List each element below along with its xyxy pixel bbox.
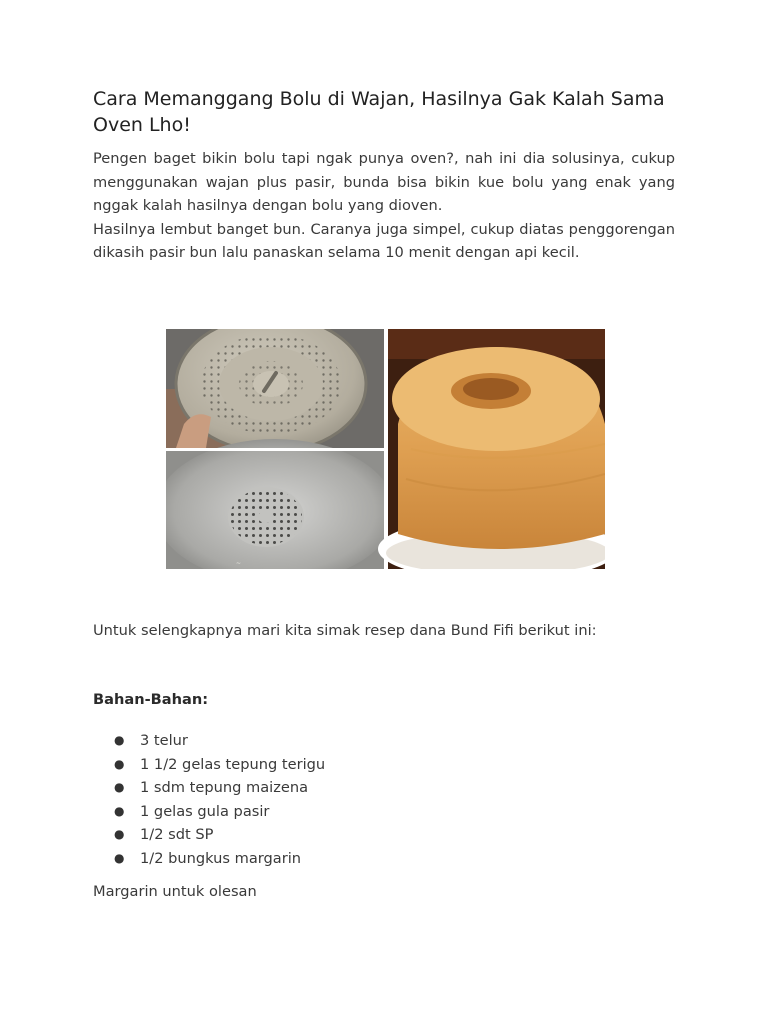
article-title: Cara Memanggang Bolu di Wajan, Hasilnya Gak Kalah Sama Oven Lho! bbox=[93, 88, 665, 136]
intro-paragraph: Pengen baget bikin bolu tapi ngak punya oven?, nah ini dia solusinya, cukup menggunakan wajan plus pasir, bunda bisa bikin kue bolu yang enak yang nggak kalah hasilnya dengan bolu yang dioven. bbox=[93, 150, 675, 214]
ingredient-item bbox=[93, 847, 325, 871]
cake-photo bbox=[378, 329, 605, 569]
ingredient-label: 1 sdm tepung maizena bbox=[140, 779, 309, 796]
ingredient-item bbox=[93, 729, 325, 753]
bullet-icon: ● bbox=[114, 803, 125, 818]
bullet-icon: ● bbox=[114, 827, 125, 841]
ingredient-label: 1/2 bungkus margarin bbox=[140, 849, 302, 867]
intro-paragraph: Hasilnya lembut banget bun. Caranya juga simpel, cukup diatas penggorengan dikasih pasir bun lalu panaskan selama 10 menit dengan api kecil. bbox=[93, 220, 675, 261]
ingredient-item bbox=[93, 776, 325, 800]
bullet-icon: ● bbox=[114, 733, 125, 747]
ingredient-item bbox=[93, 823, 325, 847]
recipe-photo-collage bbox=[166, 329, 605, 569]
ingredient-label: 1 gelas gula pasir bbox=[140, 802, 270, 820]
photo-collage-svg bbox=[166, 329, 605, 569]
ingredient-label: 1 1/2 gelas tepung terigu bbox=[140, 755, 326, 773]
bullet-icon: ● bbox=[114, 780, 125, 794]
intro-text bbox=[93, 147, 675, 265]
ingredient-item bbox=[93, 800, 325, 824]
bullet-icon: ● bbox=[114, 850, 125, 865]
svg-text:~: ~ bbox=[236, 560, 242, 567]
ingredients-heading: Bahan-Bahan: bbox=[93, 691, 209, 708]
pan-photo bbox=[166, 439, 395, 569]
ingredient-item bbox=[93, 753, 325, 777]
ingredients-list bbox=[93, 729, 325, 870]
ingredient-label: 1/2 sdt SP bbox=[140, 826, 214, 843]
recipe-lead-text: Untuk selengkapnya mari kita simak resep dana Bund Fifi berikut ini: bbox=[93, 622, 597, 639]
bullet-icon: ● bbox=[114, 756, 125, 771]
ingredient-label: 3 telur bbox=[140, 732, 188, 749]
lid-photo bbox=[166, 329, 384, 452]
margarine-note: Margarin untuk olesan bbox=[93, 883, 257, 900]
